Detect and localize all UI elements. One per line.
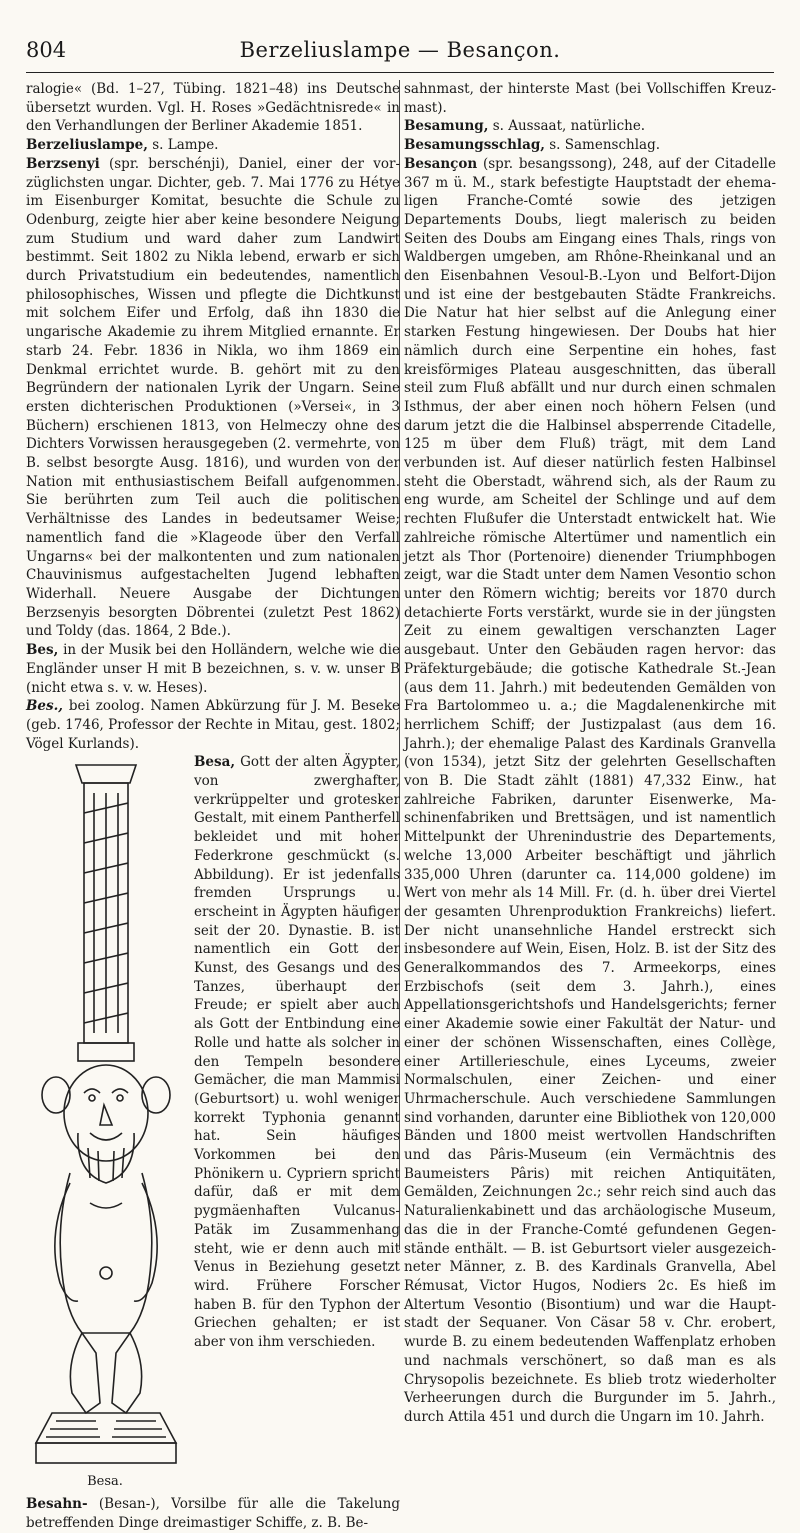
entry-text: (Besan-), Vorsilbe für alle die Takelung betreffenden Dinge dreimastiger Schiffe, z. B. Be- <box>26 1496 400 1532</box>
entry-besancon <box>404 155 776 1427</box>
entry-continuation: sahnmast, der hinterste Mast (bei Vollschiffen Kreuzmast). <box>404 81 776 116</box>
entry-besahn <box>26 1495 400 1532</box>
entry-headword: Besamung, <box>404 118 489 135</box>
right-column <box>404 80 776 1427</box>
running-head: Berzeliuslampe — Besançon. <box>239 38 561 62</box>
entry-headword: Berzsenyi <box>26 155 100 172</box>
besa-illustration <box>26 753 184 1471</box>
entry-headword: Besançon <box>404 155 478 172</box>
entry-text: (spr. besangssong), 248, auf der Citadelle 367 m ü. M., stark befestigte Hauptstadt der ehemaligen Franche-Comté sowie des jetzigen Departements Doubs, liegt malerisch zu beiden Seiten des Doubs am Eingang eines Thals, rings von Waldbergen umgeben, am Rhône-Rheinkanal und an den Eisenbahnen Vesoul-B.-Lyon und Belfort-Dijon und ist eine der bestgebauten Städte Frankreichs. Die Natur hat hier selbst auf die Anlegung einer starken Festung hingewiesen. Der Doubs hat hier nämlich durch eine Serpentine ein hohes, fast kreisförmiges Plateau ausgeschnitten, das überall steil zum Fluß abfällt und nur durch einen schmalen Isthmus, der aber einen noch höhern Felsen (und darum jetzt die die Halbinsel absperrende Citadelle, 125 m über dem Fluß) trägt, mit dem Land verbunden ist. Auf dieser natürlich festen Halbinsel steht die Oberstadt, während sich, als der Raum zu eng wurde, am Scheitel der Schlinge und auf dem rechten Flußufer die Unterstadt entwickelt hat. Wie zahlreiche römische Altertümer und namentlich ein jetzt als Thor (Portenoire) dienender Triumphbogen zeigt, war die Stadt unter dem Namen Vesontio schon unter den Römern wichtig; bereits vor 1870 durch detachierte Forts verstärkt, wurde sie in der jüngsten Zeit zu einem gewaltigen verschanzten Lager ausgebaut. Unter den Gebäuden ragen hervor: das Präfekturgebäude; die gotische Kathedrale St.-Jean (aus dem 11. Jahrh.) mit bedeutenden Gemälden von Fra Bartolommeo u. a.; die Magdalenenkirche mit herrlichem Schiff; der Justizpalast (aus dem 16. Jahrh.); der ehemalige Palast des Kardinals Granvella (von 1534), jetzt Sitz der gelehrten Gesellschaften von B. Die Stadt zählt (1881) 47,332 Einw., hat zahlreiche Fabriken, darunter Eisenwerke, Maschinenfabriken und Brettsägen, und ist namentlich Mittelpunkt der Uhrenindustrie des Departements, welche 13,000 Arbeiter beschäftigt und jährlich 335,000 Uhren (darunter ca. 114,000 goldene) im Wert von mehr als 14 Mill. Fr. (d. h. über drei Viertel der gesamten Uhrenproduktion Frankreichs) liefert. Der nicht unansehnliche Handel erstreckt sich insbesondere auf Wein, Eisen, Holz. B. ist der Sitz des Generalkommandos des 7. Armeekorps, eines Erzbischofs (seit dem 3. Jahrh.), eines Appellationsgerichtshofs und Handelsgerichts; ferner einer Akademie sowie einer Fakultät der Natur- und einer der schönen Wissenschaften, eines Collège, einer Artillerieschule, eines Lyceums, zweier Normalschulen, einer Zeichen- und einer Uhrmacherschule. Auch verschiedene Sammlungen sind vorhanden, darunter eine Bibliothek von 120,000 Bänden und 1800 meist wertvollen Handschriften und das Pâris-Museum (ein Vermächtnis des Baumeisters Pâris) mit reichen Antiquitäten, Gemälden, Zeichnungen 2c.; sehr reich sind auch das Naturalienkabinett und das archäologische Museum, das die in der Franche-Comté gefundenen Gegenstände enthält. — B. ist Geburtsort vieler ausgezeichneter Männer, z. B. des Kardinals Granvella, Abel Rémusat, Victor Hugos, Nodiers 2c. Es hieß im Altertum Vesontio (Bisontium) und war die Hauptstadt der Sequaner. Von Cäsar 58 v. Chr. erobert, wurde B. zu einem bedeutenden Waffenplatz erhoben und nachmals verschönert, so daß man es als Chrysopolis bezeichnete. Es blieb trotz wiederholter Verheerungen durch die Burgunder im 5. Jahrh., durch Attila 451 und durch die Ungarn im 10. Jahrh. <box>404 155 776 1425</box>
page-number: 804 <box>26 38 67 62</box>
entry-continuation: ralogie« (Bd. 1–27, Tübing. 1821–48) ins Deutsche übersetzt wurden. Vgl. H. Roses »Gedächtnisrede« in den Verhandlungen der Berliner Akademie 1851. <box>26 81 400 135</box>
entry-bes-abbrev <box>26 697 400 753</box>
entry-text: s. Lampe. <box>147 137 219 154</box>
entry-headword: Berzeliuslampe, <box>26 137 148 154</box>
page-header <box>26 38 774 73</box>
besa-figure <box>26 753 184 1493</box>
entry-text: s. Aussaat, natürliche. <box>488 118 646 135</box>
entry-text: (spr. berschénji), Daniel, einer der vorzüglichsten ungar. Dichter, geb. 7. Mai 1776 zu Hétye im Eisenburger Komitat, besuchte die Schule zu Odenburg, zeigte hier aber keine besondere Neigung zum Studium und ward daher zum Landwirt bestimmt. Seit 1802 zu Nikla lebend, erwarb er sich durch Privatstudium ein bedeutendes, namentlich philosophisches, Wissen und pflegte die Dichtkunst mit solchem Eifer und Erfolg, daß ihn 1830 die ungarische Akademie zu ihrem Mitglied ernannte. Er starb 24. Febr. 1836 in Nikla, wo ihm 1869 ein Denkmal errichtet wurde. B. gehört mit zu den Begründern der nationalen Lyrik der Ungarn. Seine ersten dichterischen Produktionen (»Versei«, in 3 Büchern) erschienen 1813, von Helmeczy ohne des Dichters Vorwissen herausgegeben (2. vermehrte, von B. selbst besorgte Ausg. 1816), und wurden von der Nation mit enthusiastischem Beifall aufgenommen. Sie berührten zum Teil auch die politischen Verhältnisse des Landes in bedeutsamer Weise; namentlich fand die »Klageode über den Verfall Ungarns« bei der malkontenten und zum nationalen Chauvinismus aufgestachelten Jugend lebhaften Widerhall. Neuere Ausgabe der Dichtungen Berzsenyis besorgten Döbrentei (zuletzt Pest 1862) und Toldy (das. 1864, 2 Bde.). <box>26 155 400 640</box>
entry-text: in der Musik bei den Holländern, welche wie die Engländer unser H mit B bezeichnen, s. v. w. unser B (nicht etwa s. v. w. Heses). <box>26 642 400 696</box>
entry-berzeliuslampe <box>26 136 400 155</box>
figure-caption: Besa. <box>87 1474 123 1490</box>
left-column <box>26 80 400 1533</box>
entry-text: Gott der alten Ägypter, von zwerghafter, verkrüppelter und grotesker Gestalt, mit einem Pantherfell bekleidet und mit hoher Federkrone geschmückt (s. Abbildung). Er ist jedenfalls fremden Ursprungs u. erscheint in Ägypten häufiger seit der 20. Dynastie. B. ist namentlich ein Gott der Kunst, des Gesangs und des Tanzes, überhaupt der Freude; er spielt aber auch als Gott der Entbindung eine Rolle und hatte als solcher in den Tempeln besondere Gemächer, die man Mammisi (Geburtsort) u. wohl weniger korrekt Typhonia genannt hat. Sein häufiges Vorkommen bei den Phönikern u. Cypriern spricht dafür, daß er mit dem pygmäenhaften Vulcanus-Patäk im Zusammenhang steht, wie er denn auch mit Venus in Beziehung gesetzt wird. Frühere Forscher haben B. für den Typhon der Griechen gehalten; er ist aber von ihm verschieden. <box>194 754 400 1351</box>
entry-headword: Besa, <box>194 754 236 771</box>
entry-text: bei zoolog. Namen Abkürzung für J. M. Beseke (geb. 1746, Professor der Rechte in Mitau, gest. 1802; Vögel Kurlands). <box>26 698 400 752</box>
entry-headword: Bes, <box>26 642 59 659</box>
entry-besamung <box>404 117 776 136</box>
entry-text: s. Samenschlag. <box>544 137 661 154</box>
entry-headword: Bes., <box>26 698 63 715</box>
entry-besamungsschlag <box>404 136 776 155</box>
entry-headword: Besamungsschlag, <box>404 137 545 154</box>
entry-headword: Besahn- <box>26 1496 88 1513</box>
entry-berzsenyi <box>26 155 400 641</box>
entry-bes <box>26 641 400 697</box>
entry-besa <box>26 753 400 1490</box>
